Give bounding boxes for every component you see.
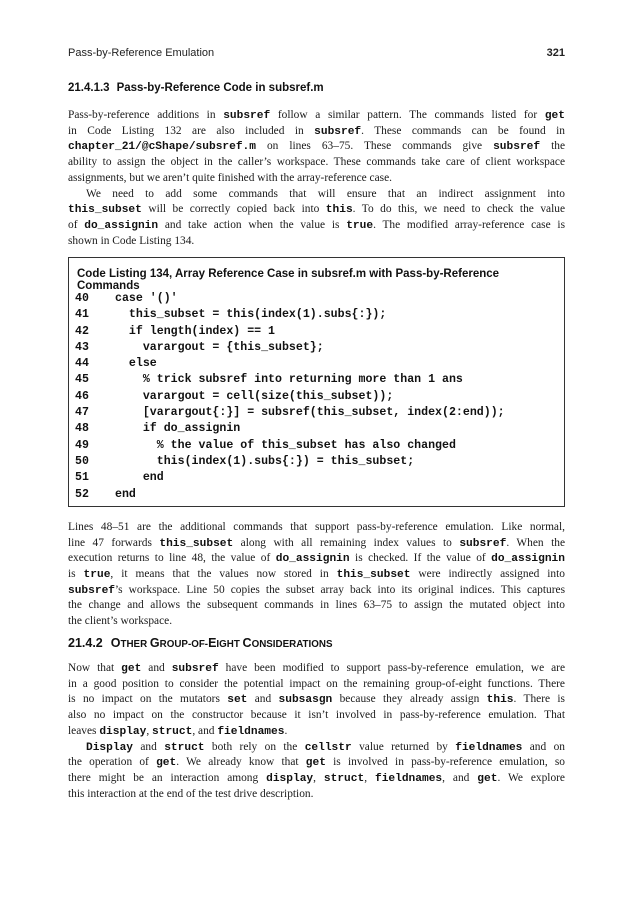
code-line: [75, 307, 505, 323]
code-listing-box: [68, 257, 565, 507]
code-line-text: case '()': [115, 292, 178, 305]
code-line-number: 47: [75, 406, 89, 420]
text-line: of do_assignin and take action when the value is true. The modified array-reference case is: [68, 218, 566, 232]
text-line: this interaction at the end of the test drive description.: [68, 787, 314, 800]
running-header: [68, 47, 565, 59]
code-line-number: 44: [75, 357, 89, 371]
text-line: is no impact on the mutators set and subsasgn because they already assign this. There is: [68, 693, 565, 707]
subsection-title: Pass-by-Reference Code in subsref.m: [116, 82, 324, 94]
text-line: this_subset will be correctly copied back into this. To do this, we need to check the value: [68, 203, 566, 217]
text-line: the operation of get. We already know that get is involved in pass-by-reference emulation, so: [68, 756, 566, 770]
code-line-text: this(index(1).subs{:}) = this_subset;: [115, 454, 415, 468]
code-line-text: if length(index) == 1: [115, 324, 276, 338]
code-line: [75, 470, 505, 486]
text-line: Now that get and subsref have been modified to support pass-by-reference emulation, we are: [68, 662, 565, 675]
running-title: Pass-by-Reference Emulation: [68, 47, 215, 59]
code-line: [75, 405, 505, 421]
code-line: [75, 487, 505, 503]
subsection-number: 21.4.1.3: [68, 82, 110, 94]
text-line: Lines 48–51 are the additional commands that support pass-by-reference emulation. Like normal,: [68, 521, 565, 533]
code-listing-title: Code Listing 134, Array Reference Case in subsref.m with Pass-by-Reference Commands: [77, 268, 500, 292]
text-line: ability to assign the object in the caller’s workspace. These commands take care of client workspace: [68, 156, 565, 169]
code-line-text: varargout = cell(size(this_subset));: [115, 389, 394, 403]
code-line-number: 45: [75, 373, 89, 387]
code-line: [75, 324, 505, 340]
text-line: the change and allows the subsequent commands in lines 63–75 to assign the mutated object into: [68, 599, 565, 612]
text-line: assignments, but we aren’t quite finished with the array-reference case.: [68, 171, 392, 184]
text-line: execution returns to line 48, the value of do_assignin is checked. If the value of do_assignin: [68, 552, 565, 566]
text-line: chapter_21/@cShape/subsref.m on lines 63–75. These commands give subsref the: [68, 140, 565, 154]
text-line: shown in Code Listing 134.: [68, 234, 195, 247]
code-line-text: varargout = {this_subset};: [115, 340, 324, 354]
code-line-number: 40: [75, 292, 89, 305]
text-line: the client’s workspace.: [68, 615, 173, 628]
text-line: We need to add some commands that will ensure that an indirect assignment into: [86, 187, 565, 200]
code-line-text: this_subset = this(index(1).subs{:});: [115, 308, 387, 322]
text-line: is true, it means that the values now stored in this_subset were indirectly assigned into: [68, 568, 565, 582]
code-line: [75, 291, 505, 307]
code-line-text: % the value of this_subset has also changed: [115, 438, 456, 452]
section-heading: [68, 636, 565, 650]
code-line-number: 48: [75, 422, 89, 436]
paragraph-4: [68, 661, 565, 739]
code-line-text: [varargout{:}] = subsref(this_subset, index(2:end));: [115, 406, 505, 420]
paragraph-3: [68, 520, 565, 630]
text-line: in a good position to consider the potential impact on the remaining group-of-eight functions. There: [68, 677, 565, 690]
code-line: [75, 389, 505, 405]
page-number: 321: [546, 47, 565, 59]
code-line-number: 50: [75, 454, 89, 468]
code-line-number: 43: [75, 340, 89, 354]
code-line: [75, 356, 505, 372]
code-line-text: end: [115, 487, 136, 501]
code-line: [75, 438, 505, 454]
text-line: subsref’s workspace. Line 50 copies the subset array back into its original indices. This captures: [68, 583, 565, 597]
code-line-text: % trick subsref into returning more than 1 ans: [115, 373, 463, 387]
text-line: Pass-by-reference additions in subsref follow a similar pattern. The commands listed for get: [68, 109, 565, 122]
paragraph-2: [68, 187, 565, 250]
code-line-text: if do_assignin: [115, 422, 241, 436]
code-line-text: else: [115, 357, 157, 371]
code-listing-lines: [75, 291, 505, 503]
text-line: leaves display, struct, and fieldnames.: [68, 724, 288, 738]
text-line: Display and struct both rely on the cellstr value returned by fieldnames and on: [86, 740, 565, 754]
code-line: [75, 372, 505, 388]
section-title: OTHER GROUP-OF-EIGHT CONSIDERATIONS: [110, 636, 333, 650]
code-line: [75, 340, 505, 356]
text-line: line 47 forwards this_subset along with all remaining index values to subsref. When the: [68, 536, 566, 550]
code-line: [75, 454, 505, 470]
subsection-heading: [68, 82, 565, 94]
text-line: in Code Listing 132 are also included in subsref. These commands can be found in: [68, 124, 565, 138]
code-line-number: 46: [75, 389, 89, 403]
code-line-number: 51: [75, 471, 89, 485]
code-line: [75, 421, 505, 437]
paragraph-5: [68, 740, 565, 803]
code-line-number: 49: [75, 438, 89, 452]
code-line-text: end: [115, 471, 164, 485]
code-line-number: 41: [75, 308, 89, 322]
code-line-number: 42: [75, 324, 89, 338]
text-line: also no impact on the constructor because it isn’t involved in pass-by-reference emulation. That: [68, 709, 565, 722]
section-number: 21.4.2: [68, 636, 103, 650]
code-line-number: 52: [75, 487, 89, 501]
paragraph-1: [68, 108, 565, 186]
text-line: there might be an interaction among display, struct, fieldnames, and get. We explore: [68, 771, 565, 785]
